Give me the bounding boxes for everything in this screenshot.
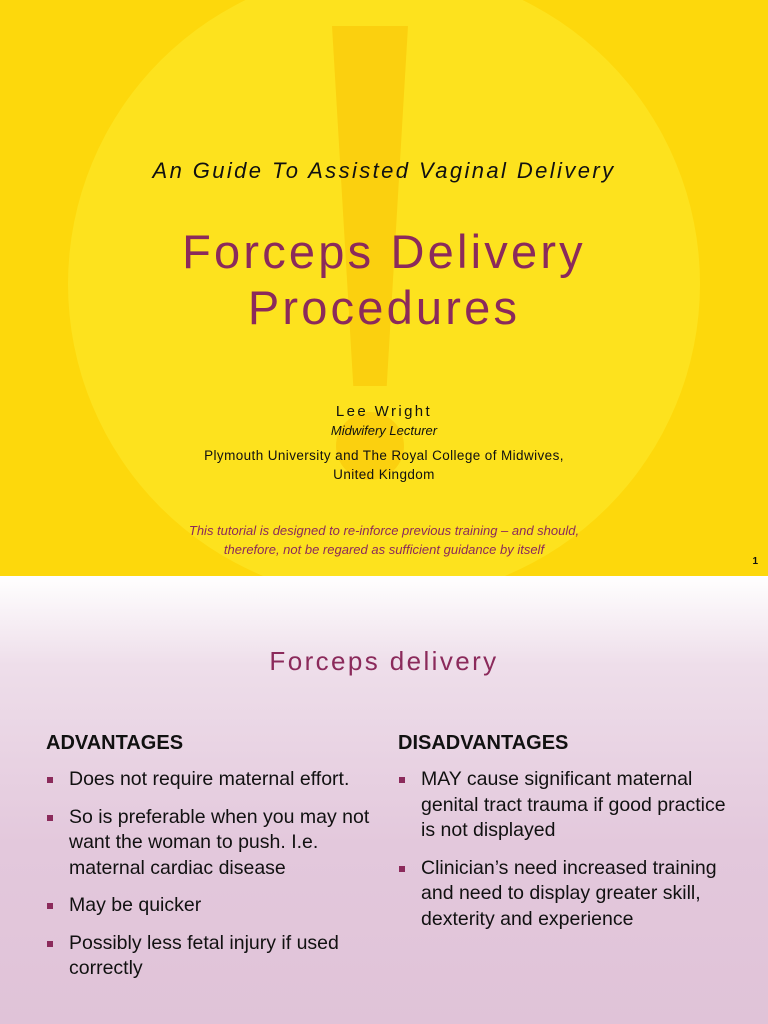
advantages-column <box>46 732 386 994</box>
square-bullet-icon <box>47 903 53 909</box>
author-affiliation <box>0 446 768 484</box>
list-item-text: MAY cause significant maternal genital tract trauma if good practice is not displayed <box>421 768 726 841</box>
disadvantages-list <box>398 767 743 932</box>
slide-title-line-1: Forceps Delivery <box>182 225 586 278</box>
affiliation-line-2: United Kingdom <box>333 467 435 482</box>
advantages-heading: ADVANTAGES <box>46 732 184 754</box>
disadvantages-heading: DISADVANTAGES <box>398 732 569 754</box>
list-item <box>46 931 386 982</box>
square-bullet-icon <box>47 941 53 947</box>
author-role: Midwifery Lecturer <box>330 423 438 438</box>
square-bullet-icon <box>399 866 405 872</box>
list-item <box>398 767 743 844</box>
list-item <box>46 893 386 919</box>
slide-title-line-2: Procedures <box>247 281 521 334</box>
list-item <box>46 805 386 882</box>
author-name: Lee Wright <box>335 403 433 420</box>
list-item <box>46 767 386 793</box>
advantages-list <box>46 767 386 982</box>
list-item-text: Clinician’s need increased training and need to display greater skill, dexterity and experience <box>421 856 717 930</box>
disclaimer-line-2: therefore, not be regared as sufficient guidance by itself <box>223 542 545 557</box>
list-item-text: May be quicker <box>69 894 202 916</box>
content-slide <box>0 576 768 1024</box>
square-bullet-icon <box>47 777 53 783</box>
content-slide-title: Forceps delivery <box>269 646 499 676</box>
slide-number: 1 <box>752 556 758 567</box>
list-item <box>398 856 743 933</box>
list-item-text: Does not require maternal effort. <box>69 768 350 790</box>
slide-title <box>0 224 768 336</box>
square-bullet-icon <box>399 777 405 783</box>
disclaimer-note <box>0 521 768 559</box>
disadvantages-column <box>398 732 743 944</box>
slide-subtitle: An Guide To Assisted Vaginal Delivery <box>152 158 616 183</box>
disclaimer-line-1: This tutorial is designed to re-inforce previous training – and should, <box>188 523 580 538</box>
list-item-text: Possibly less fetal injury if used correctly <box>69 931 339 979</box>
square-bullet-icon <box>47 815 53 821</box>
affiliation-line-1: Plymouth University and The Royal College of Midwives, <box>204 448 564 463</box>
list-item-text: So is preferable when you may not want the woman to push. I.e. maternal cardiac disease <box>69 805 370 879</box>
